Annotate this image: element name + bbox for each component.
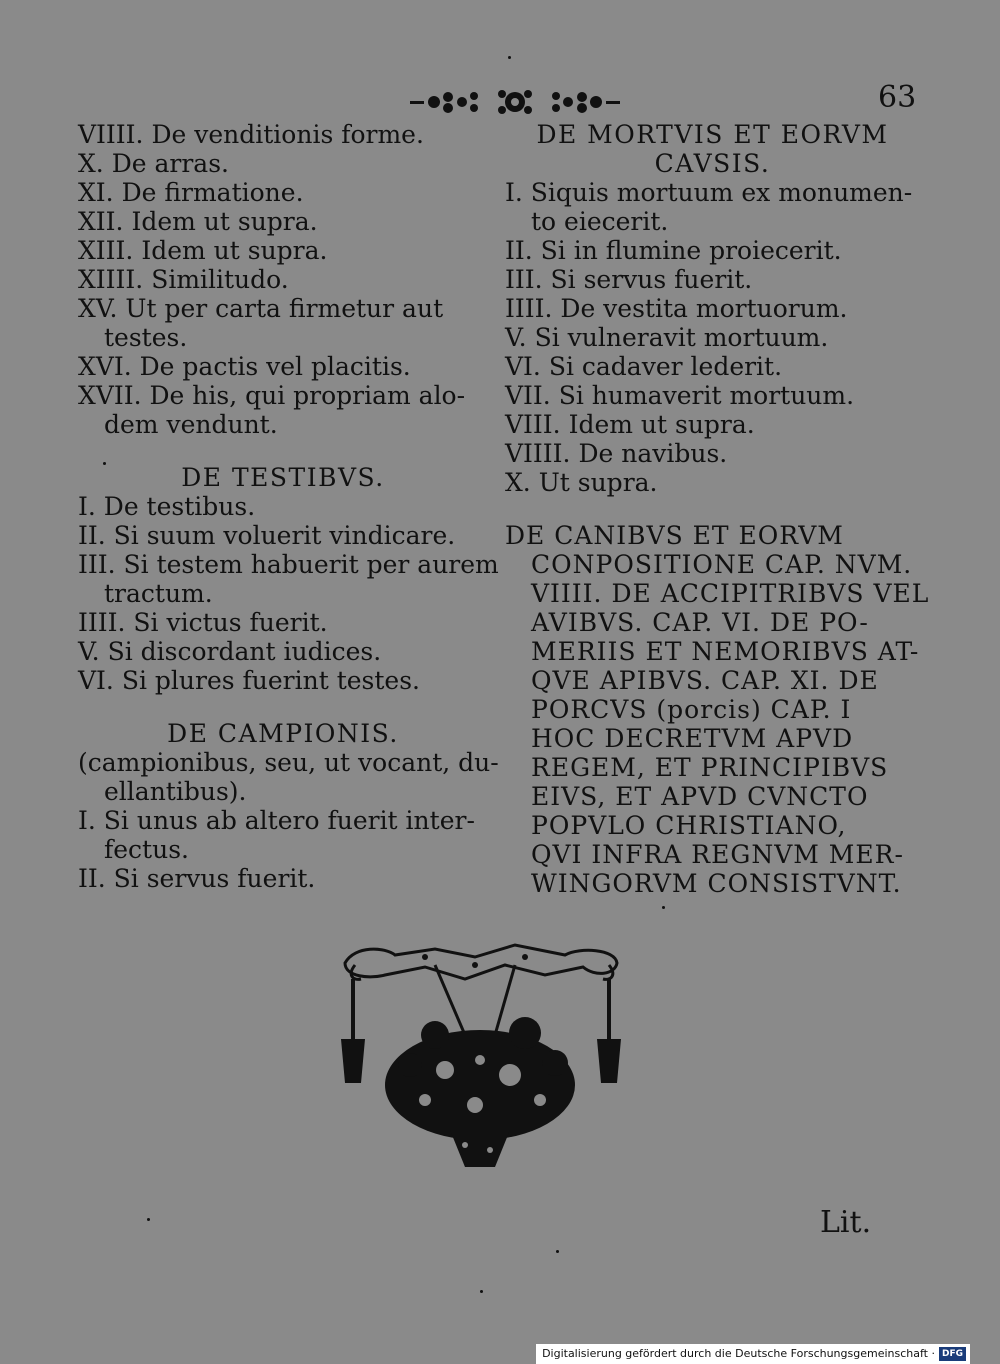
rubric-line: HOC DECRETVM APVD xyxy=(531,724,854,753)
list-item: VIIII. De navibus. xyxy=(505,439,728,468)
list-item: VI. Si plures fuerint testes. xyxy=(78,666,420,695)
list-item: II. Si suum voluerit vindicare. xyxy=(78,521,456,550)
ink-speck xyxy=(662,906,665,909)
list-item: I. Siquis mortuum ex monumen- xyxy=(505,178,913,207)
section-heading-mortuis-cont: CAVSIS. xyxy=(654,149,771,178)
rubric-line: VIIII. DE ACCIPITRIBVS VEL xyxy=(531,579,930,608)
list-item: III. Si testem habuerit per aurem xyxy=(78,550,499,579)
rubric-line: AVIBVS. CAP. VI. DE PO- xyxy=(531,608,869,637)
list-item: XVII. De his, qui propriam alo- xyxy=(78,381,466,410)
right-column xyxy=(505,120,930,898)
ink-speck xyxy=(556,1250,559,1253)
list-item: IIII. Si victus fuerit. xyxy=(78,608,328,637)
list-item: II. Si in flumine proiecerit. xyxy=(505,236,842,265)
ink-speck xyxy=(480,1290,483,1293)
list-item-continuation: dem vendunt. xyxy=(104,410,278,439)
list-item: II. Si servus fuerit. xyxy=(78,864,316,893)
rubric-line: CONPOSITIONE CAP. NVM. xyxy=(531,550,913,579)
rubric-line: QVE APIBVS. CAP. XI. DE xyxy=(531,666,879,695)
ink-speck xyxy=(508,56,511,59)
footer-text: Digitalisierung gefördert durch die Deutsche Forschungsgemeinschaft · xyxy=(542,1347,935,1360)
list-item: VIII. Idem ut supra. xyxy=(505,410,755,439)
list-item: IIII. De vestita mortuorum. xyxy=(505,294,848,323)
list-item: VII. Si humaverit mortuum. xyxy=(505,381,855,410)
list-item: XV. Ut per carta firmetur aut xyxy=(78,294,444,323)
list-item: XI. De firmatione. xyxy=(78,178,304,207)
list-item-continuation: tractum. xyxy=(104,579,213,608)
rubric-line: PORCVS (porcis) CAP. I xyxy=(531,695,852,724)
list-item: XII. Idem ut supra. xyxy=(78,207,318,236)
list-item: (campionibus, seu, ut vocant, du- xyxy=(78,748,499,777)
list-item: VIIII. De venditionis forme. xyxy=(78,120,424,149)
list-item: I. Si unus ab altero fuerit inter- xyxy=(78,806,475,835)
rubric-line: REGEM, ET PRINCIPIBVS xyxy=(531,753,889,782)
list-item-continuation: testes. xyxy=(104,323,188,352)
list-item: I. De testibus. xyxy=(78,492,256,521)
list-item: X. De arras. xyxy=(78,149,229,178)
fruit-basket-vignette-icon xyxy=(325,935,635,1175)
list-item: XIII. Idem ut supra. xyxy=(78,236,328,265)
list-item: X. Ut supra. xyxy=(505,468,658,497)
dfg-logo-icon: DFG xyxy=(939,1347,966,1361)
section-heading-mortuis: DE MORTVIS ET EORVM xyxy=(536,120,889,149)
ink-speck xyxy=(147,1218,150,1221)
page-number: 63 xyxy=(878,80,917,115)
fleuron-ornament-icon xyxy=(400,84,630,120)
rubric-line: QVI INFRA REGNVM MER- xyxy=(531,840,904,869)
list-item-continuation: to eiecerit. xyxy=(531,207,669,236)
list-item: VI. Si cadaver lederit. xyxy=(505,352,783,381)
list-item-continuation: ellantibus). xyxy=(104,777,247,806)
section-heading-campionis: DE CAMPIONIS. xyxy=(167,719,399,748)
digitization-footer xyxy=(536,1344,970,1364)
rubric-line: POPVLO CHRISTIANO, xyxy=(531,811,847,840)
rubric-line: DE CANIBVS ET EORVM xyxy=(505,521,844,550)
list-item: III. Si servus fuerit. xyxy=(505,265,753,294)
section-heading-testibus: DE TESTIBVS. xyxy=(181,463,385,492)
rubric-line: EIVS, ET APVD CVNCTO xyxy=(531,782,869,811)
list-item: XVI. De pactis vel placitis. xyxy=(78,352,411,381)
left-column xyxy=(78,120,499,893)
list-item: XIIII. Similitudo. xyxy=(78,265,289,294)
rubric-line: MERIIS ET NEMORIBVS AT- xyxy=(531,637,920,666)
catchword: Lit. xyxy=(820,1205,872,1240)
list-item: V. Si discordant iudices. xyxy=(78,637,382,666)
list-item: V. Si vulneravit mortuum. xyxy=(505,323,829,352)
rubric-line: WINGORVM CONSISTVNT. xyxy=(531,869,902,898)
ink-speck xyxy=(103,462,106,465)
list-item-continuation: fectus. xyxy=(104,835,189,864)
